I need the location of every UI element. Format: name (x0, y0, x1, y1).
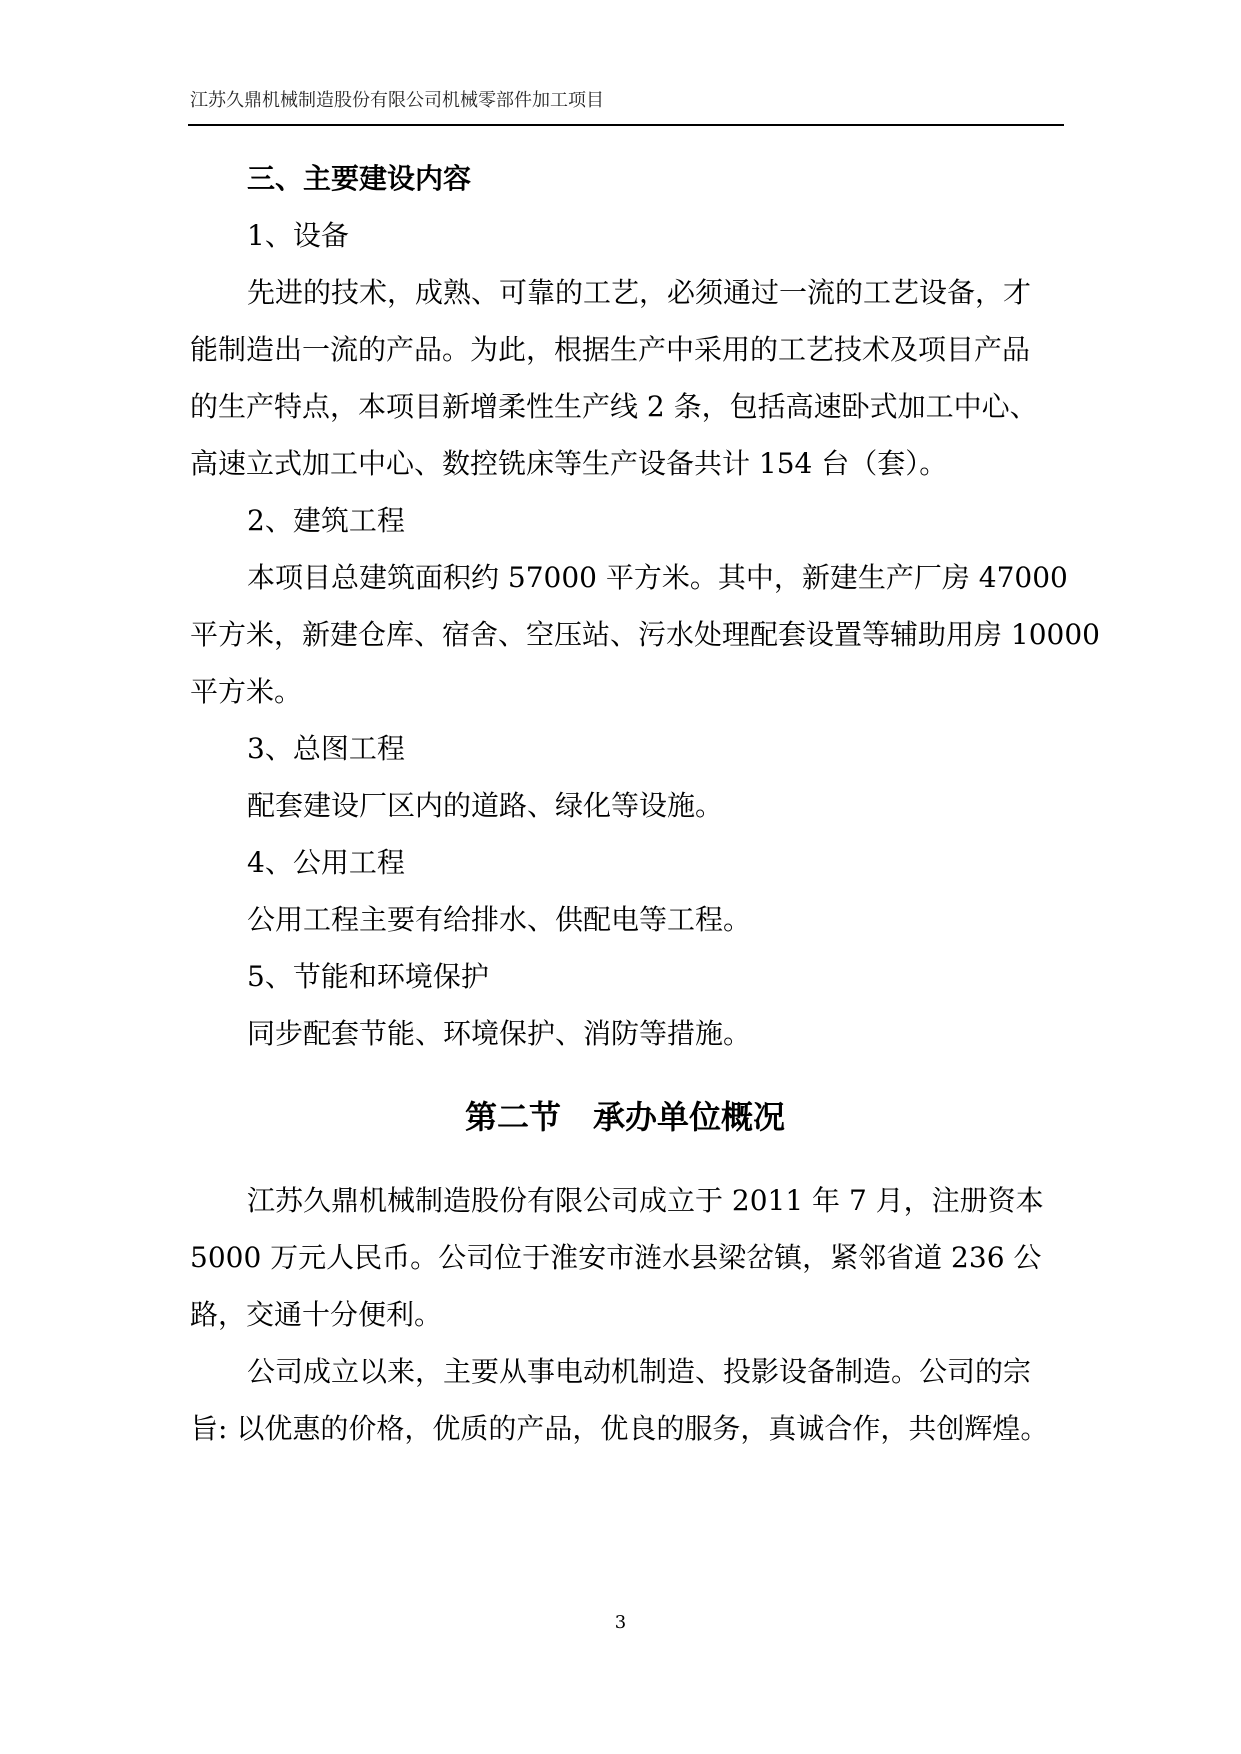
item-title: 2、建筑工程 (247, 504, 405, 537)
item-title: 5、节能和环境保护 (247, 960, 489, 993)
paragraph-line: 平方米，新建仓库、宿舍、空压站、污水处理配套设置等辅助用房 10000 (190, 618, 1100, 651)
page-number: 3 (614, 1612, 627, 1633)
paragraph-line: 5000 万元人民币。公司位于淮安市涟水县梁岔镇，紧邻省道 236 公 (190, 1241, 1042, 1274)
paragraph-line: 公司成立以来，主要从事电动机制造、投影设备制造。公司的宗 (247, 1355, 1032, 1388)
item-title: 4、公用工程 (247, 846, 405, 879)
paragraph-line: 能制造出一流的产品。为此，根据生产中采用的工艺技术及项目产品 (190, 333, 1031, 366)
header-rule (188, 124, 1064, 126)
paragraph-line: 高速立式加工中心、数控铣床等生产设备共计 154 台（套）。 (190, 447, 948, 480)
paragraph-line: 旨: 以优惠的价格，优质的产品，优良的服务，真诚合作，共创辉煌。 (190, 1412, 1049, 1445)
paragraph-line: 公用工程主要有给排水、供配电等工程。 (247, 903, 752, 936)
section-heading: 三、主要建设内容 (247, 162, 472, 195)
paragraph-line: 配套建设厂区内的道路、绿化等设施。 (247, 789, 724, 822)
paragraph-line: 路，交通十分便利。 (190, 1298, 443, 1331)
paragraph-line: 本项目总建筑面积约 57000 平方米。其中，新建生产厂房 47000 (247, 561, 1068, 594)
paragraph-line: 先进的技术，成熟、可靠的工艺，必须通过一流的工艺设备，才 (247, 276, 1032, 309)
item-title: 3、总图工程 (247, 732, 405, 765)
item-title: 1、设备 (247, 219, 349, 252)
paragraph-line: 的生产特点，本项目新增柔性生产线 2 条，包括高速卧式加工中心、 (190, 390, 1038, 423)
running-header: 江苏久鼎机械制造股份有限公司机械零部件加工项目 (190, 90, 604, 111)
paragraph-line: 江苏久鼎机械制造股份有限公司成立于 2011 年 7 月，注册资本 (247, 1184, 1044, 1217)
page-content (190, 150, 1100, 1457)
paragraph-line: 同步配套节能、环境保护、消防等措施。 (247, 1017, 752, 1050)
section-title: 第二节 承办单位概况 (464, 1098, 785, 1136)
paragraph-line: 平方米。 (190, 675, 303, 708)
